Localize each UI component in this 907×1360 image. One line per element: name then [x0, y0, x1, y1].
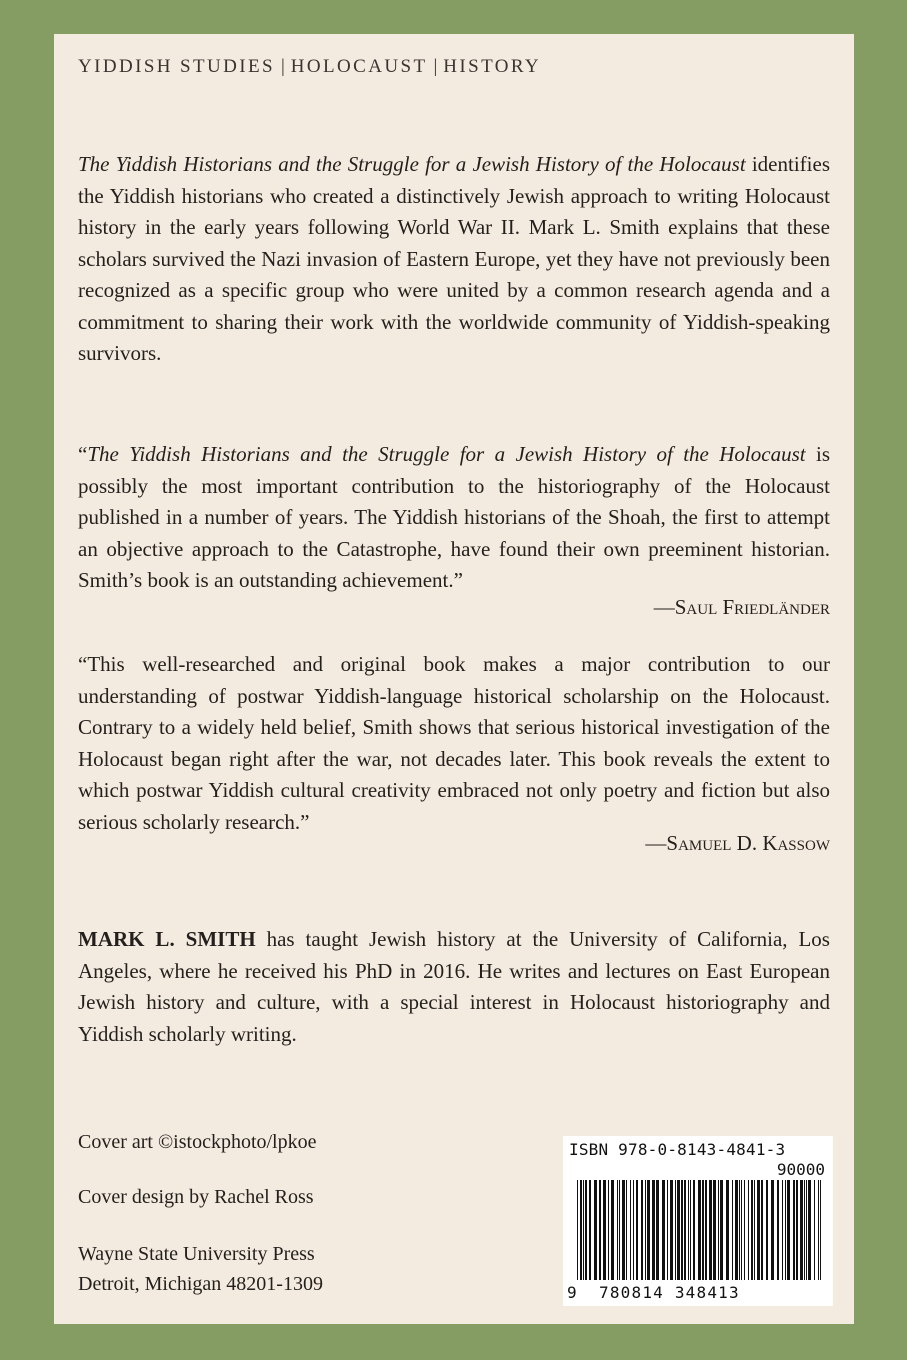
barcode-bar — [741, 1180, 742, 1280]
barcode-bar — [705, 1180, 707, 1280]
isbn-label: ISBN 978-0-8143-4841-3 — [569, 1140, 786, 1159]
cover-art-credit: Cover art ©istockphoto/lpkoe — [78, 1131, 317, 1153]
series-item-holocaust: HOLOCAUST — [290, 56, 428, 77]
publisher-name: Wayne State University Press — [78, 1243, 315, 1265]
barcode-bar — [757, 1180, 760, 1280]
barcode-bar — [806, 1180, 807, 1280]
barcode-bar — [782, 1180, 783, 1280]
series-separator: | — [280, 56, 285, 77]
barcode-bar — [804, 1180, 805, 1280]
book-description — [78, 149, 830, 370]
series-categories — [78, 56, 541, 78]
description-body: identifies the Yiddish historians who created a distinctively Jewish approach to writing Holocaust history in the early years following World War II. Mark L. Smith explains that these scholars survived the Nazi invasion of Eastern Europe, yet they have not previously been recognized as a specific group who were united by a common research agenda and a commitment to sharing their work with the worldwide community of Yiddish-speaking survivors. — [78, 152, 830, 365]
barcode-bar — [787, 1180, 790, 1280]
barcode-bar — [744, 1180, 745, 1280]
barcode-bar — [636, 1180, 638, 1280]
isbn-barcode — [563, 1136, 833, 1306]
barcode-bar — [626, 1180, 627, 1280]
barcode-bar — [777, 1180, 779, 1280]
author-name: MARK L. SMITH — [78, 927, 256, 951]
series-separator: | — [433, 56, 438, 77]
barcode-bar — [577, 1180, 578, 1280]
barcode-bar — [732, 1180, 733, 1280]
series-item-history: HISTORY — [443, 56, 542, 77]
barcode-bar — [599, 1180, 601, 1280]
barcode-bar — [647, 1180, 650, 1280]
quote-open-mark: “ — [78, 442, 88, 466]
barcode-bar — [771, 1180, 774, 1280]
series-item-yiddish-studies: YIDDISH STUDIES — [78, 56, 275, 77]
barcode-bar — [662, 1180, 665, 1280]
endorsement-quote-2: “This well-researched and original book makes a major contribution to our understanding of postwar Yiddish-language historical scholarship on the Holocaust. Contrary to a widely held belief, Smith shows that serious historical investigation of the Holocaust began right after the war, not decades later. This book reveals the extent to which postwar Yiddish cultural creativity embraced not only poetry and fiction but also serious scholarly research.” — [78, 652, 830, 834]
barcode-bar — [645, 1180, 646, 1280]
barcode-bar — [751, 1180, 753, 1280]
barcode-bar — [583, 1180, 584, 1280]
barcode-bar — [667, 1180, 668, 1280]
barcode-bar — [793, 1180, 795, 1280]
barcode-bar — [818, 1180, 819, 1280]
barcode-bar — [754, 1180, 755, 1280]
quote-1-attribution: —Saul Friedländer — [653, 595, 830, 619]
barcode-bar — [800, 1180, 803, 1280]
barcode-bar — [594, 1180, 597, 1280]
barcode-bar — [608, 1180, 609, 1280]
barcode-bar — [690, 1180, 691, 1280]
back-cover-panel — [54, 34, 854, 1324]
author-bio-body: has taught Jewish history at the University of California, Los Angeles, where he received his PhD in 2016. He writes and lectures on East European Jewish history and culture, with a special interest in Holocaust historiography and Yiddish scholarly writing. — [78, 927, 830, 1046]
barcode-bar — [619, 1180, 620, 1280]
barcode-bar — [688, 1180, 689, 1280]
barcode-bar — [796, 1180, 798, 1280]
barcode-bar — [739, 1180, 740, 1280]
quote-1-body: is possibly the most important contribution to the historiography of the Holocaust published in a number of years. The Yiddish historians of the Shoah, the first to attempt an objective approach to the Catastrophe, have found their own preeminent historian. Smith’s book is an outstanding achievement.” — [78, 442, 830, 592]
barcode-bars — [577, 1180, 825, 1280]
barcode-bar — [656, 1180, 659, 1280]
book-title-italic: The Yiddish Historians and the Struggle for a Jewish History of the Holocaust — [78, 152, 746, 176]
barcode-digits-rest: 780814 348413 — [599, 1283, 740, 1302]
barcode-bar — [709, 1180, 712, 1280]
barcode-bar — [622, 1180, 625, 1280]
barcode-bar — [684, 1180, 686, 1280]
barcode-bar — [585, 1180, 587, 1280]
cover-design-credit: Cover design by Rachel Ross — [78, 1186, 314, 1208]
barcode-bar — [675, 1180, 676, 1280]
barcode-bar — [814, 1180, 815, 1280]
barcode-bar — [670, 1180, 673, 1280]
barcode-bar — [693, 1180, 695, 1280]
barcode-bar — [735, 1180, 738, 1280]
barcode-bar — [713, 1180, 716, 1280]
barcode-bar — [589, 1180, 591, 1280]
barcode-bar — [718, 1180, 719, 1280]
barcode-bar — [720, 1180, 723, 1280]
barcode-bar — [748, 1180, 749, 1280]
author-bio — [78, 924, 830, 1050]
barcode-bar — [766, 1180, 768, 1280]
barcode-bar — [652, 1180, 655, 1280]
barcode-bar — [681, 1180, 683, 1280]
barcode-bar — [603, 1180, 606, 1280]
barcode-bar — [641, 1180, 643, 1280]
barcode-bar — [633, 1180, 634, 1280]
barcode-bar — [820, 1180, 821, 1280]
barcode-bar — [698, 1180, 701, 1280]
barcode-bar — [761, 1180, 763, 1280]
publisher-address: Detroit, Michigan 48201-1309 — [78, 1273, 323, 1295]
barcode-bar — [785, 1180, 786, 1280]
barcode-bar — [726, 1180, 729, 1280]
barcode-bar — [677, 1180, 680, 1280]
barcode-bar — [580, 1180, 582, 1280]
quote-book-title-italic: The Yiddish Historians and the Struggle for a Jewish History of the Holocaust — [87, 442, 806, 466]
barcode-bar — [702, 1180, 704, 1280]
barcode-bar — [630, 1180, 631, 1280]
price-code: 90000 — [776, 1160, 825, 1179]
endorsement-quote-1 — [78, 439, 830, 597]
barcode-bar — [808, 1180, 811, 1280]
barcode-bar — [611, 1180, 614, 1280]
barcode-bar — [617, 1180, 618, 1280]
barcode-digit-first: 9 — [567, 1283, 577, 1302]
quote-2-attribution: —Samuel D. Kassow — [645, 831, 830, 855]
